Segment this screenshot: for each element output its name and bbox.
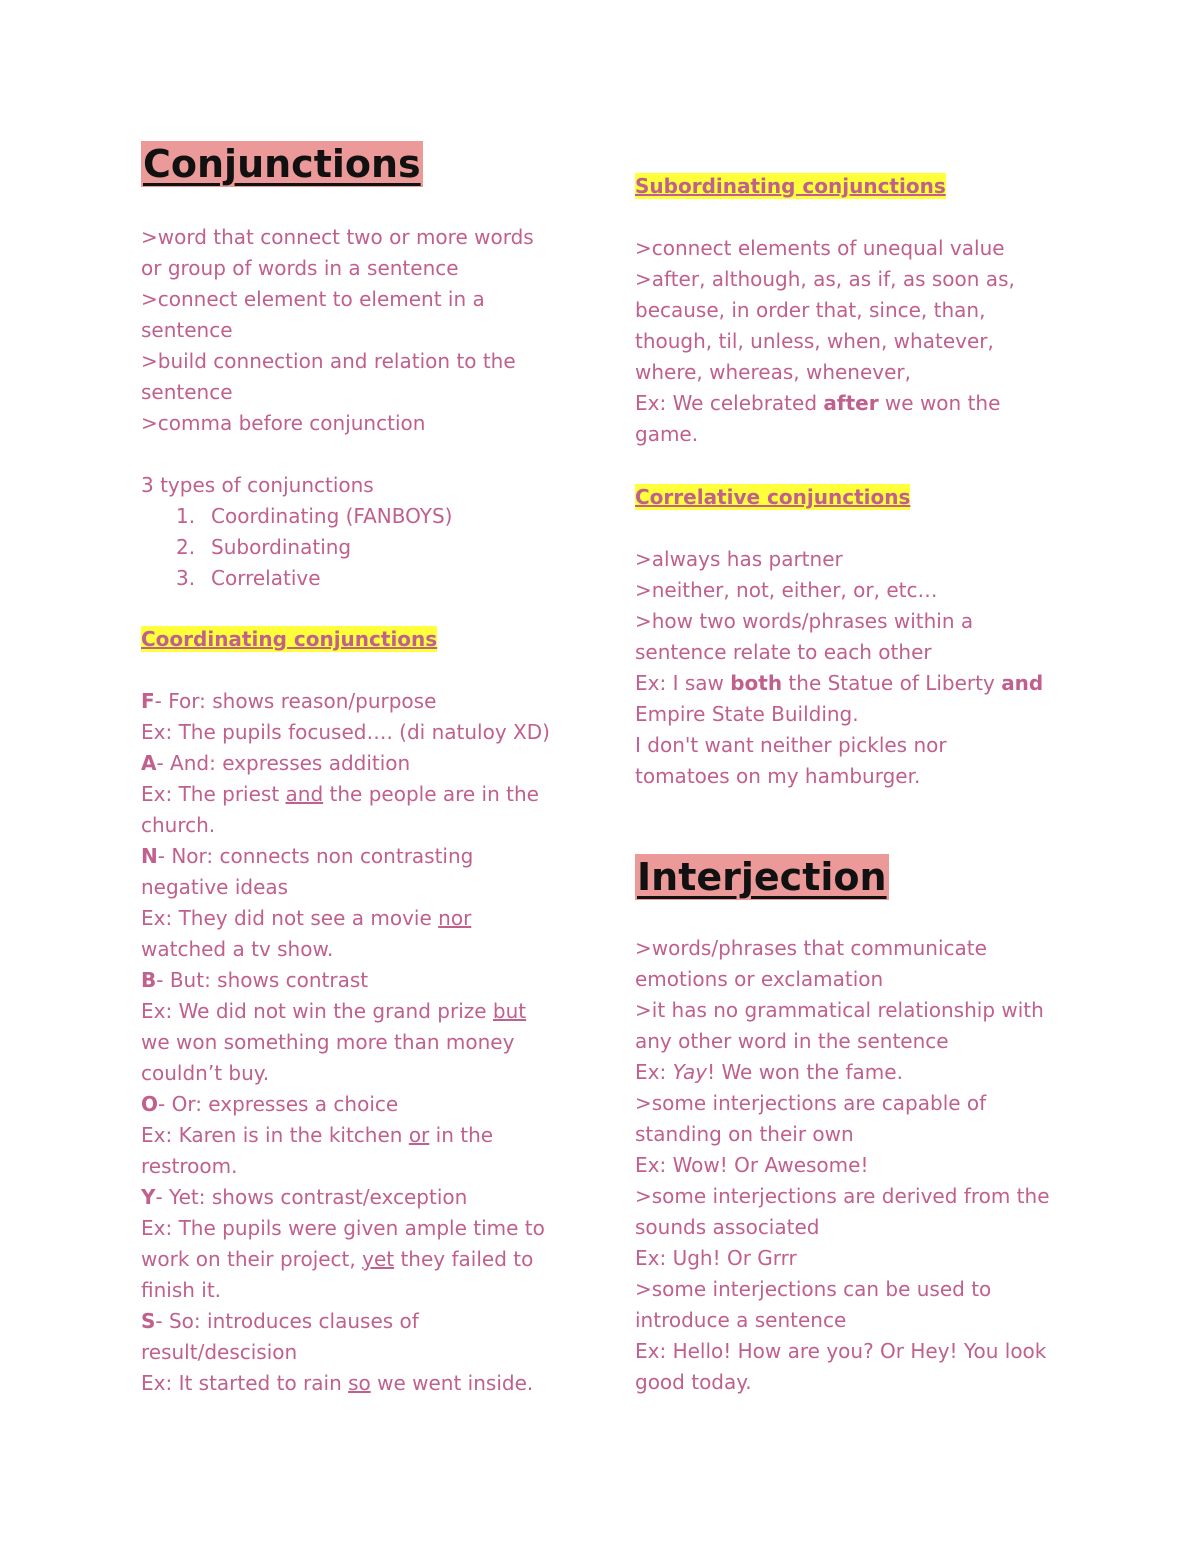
fanboys-line	[141, 903, 550, 934]
types-list	[141, 501, 452, 594]
line-text: introduce a sentence	[635, 1308, 847, 1332]
list-label: Coordinating (FANBOYS)	[211, 504, 453, 528]
subordinating-line	[635, 233, 1015, 264]
fanboys-line	[141, 1182, 550, 1213]
fanboys-line	[141, 872, 550, 903]
bold-conjunction: both	[730, 671, 783, 695]
fanboys-letter: Y	[141, 1185, 156, 1209]
line-text: restroom.	[141, 1154, 238, 1178]
types-block	[141, 470, 452, 594]
fanboys-block	[141, 686, 550, 1399]
correlative-line	[635, 606, 1043, 637]
interjection-line	[635, 933, 1050, 964]
correlative-line	[635, 637, 1043, 668]
underlined-conjunction: and	[285, 782, 324, 806]
line-text: Ex: Karen is in the kitchen	[141, 1123, 409, 1147]
subordinating-line	[635, 295, 1015, 326]
fanboys-line	[141, 1275, 550, 1306]
line-text: Ex: The pupils were given ample time to	[141, 1216, 545, 1240]
line-text: >some interjections can be used to	[635, 1277, 992, 1301]
line-text: >words/phrases that communicate	[635, 936, 987, 960]
list-label: Subordinating	[211, 535, 352, 559]
line-text: - And: expresses addition	[156, 751, 411, 775]
correlative-block	[635, 544, 1043, 792]
fanboys-line	[141, 1368, 550, 1399]
line-text: Ex: I saw	[635, 671, 731, 695]
intro-line: >connect element to element in a	[141, 287, 485, 311]
line-text: >neither, not, either, or, etc…	[635, 578, 938, 602]
intro-line: sentence	[141, 318, 233, 342]
interjection-line	[635, 1274, 1050, 1305]
underlined-conjunction: so	[348, 1371, 371, 1395]
line-text: we won something more than money	[141, 1030, 515, 1054]
line-text: - Nor: connects non contrasting	[157, 844, 474, 868]
line-text: because, in order that, since, than,	[635, 298, 986, 322]
conjunctions-intro	[141, 222, 534, 439]
fanboys-line	[141, 779, 550, 810]
line-text: finish it.	[141, 1278, 222, 1302]
underlined-conjunction: nor	[438, 906, 472, 930]
fanboys-letter: S	[141, 1309, 156, 1333]
interjection-line	[635, 1181, 1050, 1212]
types-list-item	[176, 563, 452, 594]
line-text: >some interjections are capable of	[635, 1091, 987, 1115]
line-text: Ex: The priest	[141, 782, 286, 806]
list-label: Correlative	[211, 566, 321, 590]
line-text: ! We won the fame.	[707, 1060, 903, 1084]
correlative-line	[635, 730, 1043, 761]
interjection-line	[635, 1367, 1050, 1398]
line-text: Ex:	[635, 1060, 673, 1084]
types-list-item	[176, 501, 453, 532]
list-number: 1.	[176, 504, 196, 528]
line-text: the Statue of Liberty	[782, 671, 1002, 695]
interjection-line	[635, 995, 1050, 1026]
line-text: - But: shows contrast	[156, 968, 369, 992]
fanboys-line	[141, 1027, 550, 1058]
line-text: Empire State Building.	[635, 702, 859, 726]
interjection-line	[635, 1119, 1050, 1150]
fanboys-line	[141, 1337, 550, 1368]
line-text: >how two words/phrases within a	[635, 609, 974, 633]
fanboys-letter: N	[141, 844, 158, 868]
fanboys-letter: A	[141, 751, 157, 775]
line-text: tomatoes on my hamburger.	[635, 764, 921, 788]
interjection-line	[635, 964, 1050, 995]
fanboys-line	[141, 934, 550, 965]
subordinating-heading: Subordinating conjunctions	[635, 174, 946, 198]
subordinating-line	[635, 419, 1015, 450]
correlative-line	[635, 761, 1043, 792]
line-text: game.	[635, 422, 699, 446]
line-text: Ex: Ugh! Or Grrr	[635, 1246, 797, 1270]
intro-line: >build connection and relation to the	[141, 349, 516, 373]
intro-line: >comma before conjunction	[141, 411, 426, 435]
fanboys-line	[141, 1213, 550, 1244]
line-text: any other word in the sentence	[635, 1029, 949, 1053]
line-text: >after, although, as, as if, as soon as,	[635, 267, 1015, 291]
line-text: >always has partner	[635, 547, 843, 571]
correlative-line	[635, 668, 1043, 699]
line-text: couldn’t buy.	[141, 1061, 270, 1085]
types-heading: 3 types of conjunctions	[141, 473, 374, 497]
line-text: - Yet: shows contrast/exception	[155, 1185, 468, 1209]
line-text: emotions or exclamation	[635, 967, 884, 991]
underlined-conjunction: or	[408, 1123, 430, 1147]
subordinating-line	[635, 264, 1015, 295]
line-text: standing on their own	[635, 1122, 854, 1146]
line-text: Ex: We celebrated	[635, 391, 824, 415]
conjunctions-title: Conjunctions	[143, 142, 421, 186]
bold-conjunction: after	[823, 391, 879, 415]
line-text: they failed to	[394, 1247, 534, 1271]
line-text: sounds associated	[635, 1215, 820, 1239]
subordinating-block	[635, 233, 1015, 450]
line-text: we won the	[878, 391, 1001, 415]
interjection-line	[635, 1088, 1050, 1119]
line-text: - For: shows reason/purpose	[154, 689, 437, 713]
correlative-heading: Correlative conjunctions	[635, 485, 911, 509]
fanboys-line	[141, 1244, 550, 1275]
line-text: sentence relate to each other	[635, 640, 932, 664]
line-text: Ex: The pupils focused…. (di natuloy XD)	[141, 720, 550, 744]
subordinating-line	[635, 357, 1015, 388]
line-text: >some interjections are derived from the	[635, 1184, 1050, 1208]
line-text: where, whereas, whenever,	[635, 360, 911, 384]
interjection-line	[635, 1305, 1050, 1336]
italic-interjection: Yay	[672, 1060, 708, 1084]
correlative-line	[635, 699, 1043, 730]
line-text: negative ideas	[141, 875, 289, 899]
underlined-conjunction: but	[492, 999, 527, 1023]
line-text: Ex: Hello! How are you? Or Hey! You look	[635, 1339, 1047, 1363]
underlined-conjunction: yet	[362, 1247, 395, 1271]
fanboys-line	[141, 1089, 550, 1120]
fanboys-line	[141, 996, 550, 1027]
correlative-line	[635, 575, 1043, 606]
list-number: 3.	[176, 566, 196, 590]
list-number: 2.	[176, 535, 196, 559]
intro-line: or group of words in a sentence	[141, 256, 459, 280]
intro-line: sentence	[141, 380, 233, 404]
fanboys-line	[141, 1151, 550, 1182]
line-text: Ex: It started to rain	[141, 1371, 349, 1395]
line-text: - So: introduces clauses of	[155, 1309, 419, 1333]
subordinating-line	[635, 388, 1015, 419]
interjection-line	[635, 1057, 1050, 1088]
types-list-item	[176, 532, 452, 563]
line-text: work on their project,	[141, 1247, 363, 1271]
bold-conjunction: and	[1001, 671, 1044, 695]
line-text: I don't want neither pickles nor	[635, 733, 947, 757]
fanboys-line	[141, 810, 550, 841]
fanboys-line	[141, 965, 550, 996]
intro-line: >word that connect two or more words	[141, 225, 534, 249]
fanboys-letter: O	[141, 1092, 159, 1116]
line-text: Ex: We did not win the grand prize	[141, 999, 493, 1023]
interjection-line	[635, 1212, 1050, 1243]
fanboys-line	[141, 748, 550, 779]
line-text: Ex: They did not see a movie	[141, 906, 439, 930]
fanboys-line	[141, 1058, 550, 1089]
interjection-line	[635, 1026, 1050, 1057]
line-text: - Or: expresses a choice	[158, 1092, 399, 1116]
fanboys-line	[141, 841, 550, 872]
line-text: the people are in the	[323, 782, 539, 806]
line-text: Ex: Wow! Or Awesome!	[635, 1153, 869, 1177]
fanboys-letter: B	[141, 968, 157, 992]
interjection-line	[635, 1150, 1050, 1181]
fanboys-letter: F	[141, 689, 155, 713]
line-text: good today.	[635, 1370, 752, 1394]
fanboys-line	[141, 1120, 550, 1151]
subordinating-line	[635, 326, 1015, 357]
interjection-block	[635, 933, 1050, 1398]
interjection-line	[635, 1243, 1050, 1274]
coordinating-heading: Coordinating conjunctions	[141, 627, 438, 651]
line-text: we went inside.	[370, 1371, 534, 1395]
line-text: watched a tv show.	[141, 937, 334, 961]
correlative-line	[635, 544, 1043, 575]
fanboys-line	[141, 686, 550, 717]
line-text: >it has no grammatical relationship with	[635, 998, 1044, 1022]
line-text: in the	[429, 1123, 494, 1147]
line-text: though, til, unless, when, whatever,	[635, 329, 994, 353]
line-text: >connect elements of unequal value	[635, 236, 1005, 260]
interjection-line	[635, 1336, 1050, 1367]
line-text: church.	[141, 813, 216, 837]
line-text: result/descision	[141, 1340, 298, 1364]
interjection-title: Interjection	[637, 855, 887, 899]
fanboys-line	[141, 717, 550, 748]
fanboys-line	[141, 1306, 550, 1337]
